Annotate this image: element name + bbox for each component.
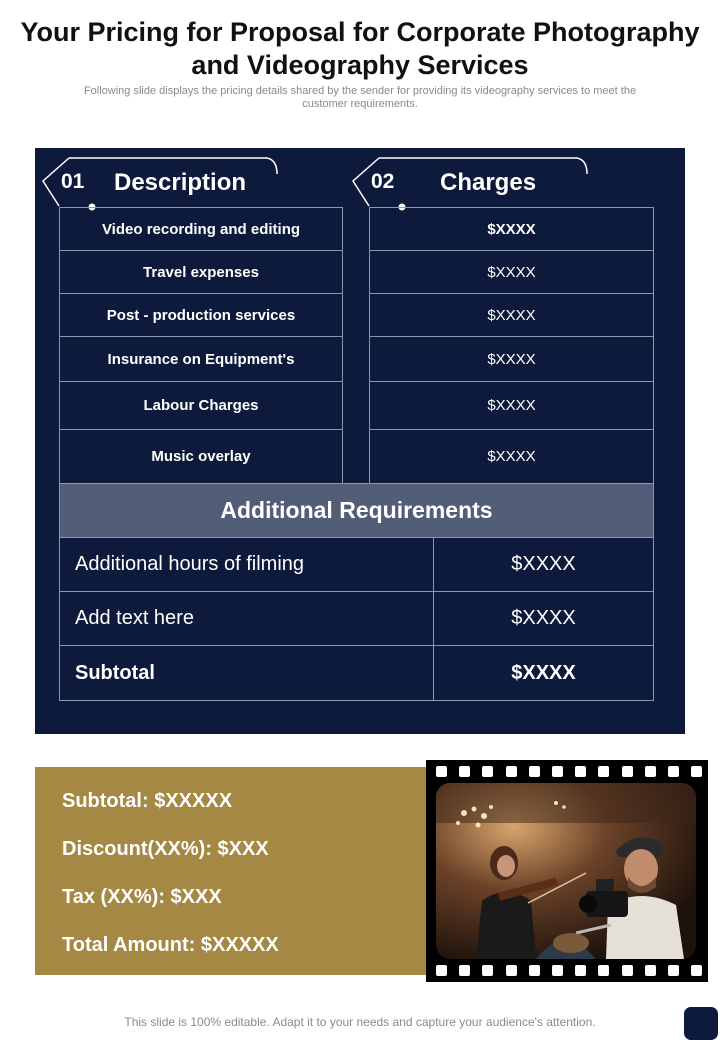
description-cell: Post - production services	[59, 293, 343, 337]
summary-total: Total Amount: $XXXXX	[62, 934, 279, 956]
description-column-number: 01	[61, 170, 85, 193]
additional-label-cell: Add text here	[59, 591, 434, 646]
additional-requirements-heading: Additional Requirements	[59, 483, 654, 538]
film-sprocket-hole	[529, 766, 540, 777]
description-cell: Insurance on Equipment's	[59, 336, 343, 382]
page-title: Your Pricing for Proposal for Corporate Photography and Videography Services	[20, 17, 700, 80]
subtotal-label-cell: Subtotal	[59, 645, 434, 701]
film-sprocket-hole	[668, 766, 679, 777]
film-sprocket-hole	[575, 965, 586, 976]
summary-tax: Tax (XX%): $XXX	[62, 886, 222, 908]
charge-cell: $XXXX	[369, 429, 654, 484]
charge-cell: $XXXX	[369, 381, 654, 430]
film-sprocket-hole	[575, 766, 586, 777]
description-cell: Travel expenses	[59, 250, 343, 294]
summary-subtotal: Subtotal: $XXXXX	[62, 790, 233, 812]
film-sprocket-hole	[482, 766, 493, 777]
pricing-panel	[35, 148, 685, 734]
film-sprocket-hole	[691, 766, 702, 777]
additional-value-cell: $XXXX	[433, 591, 654, 646]
charges-column-number: 02	[371, 170, 395, 193]
description-column-header: Description	[114, 169, 247, 196]
film-sprocket-hole	[598, 965, 609, 976]
charge-cell: $XXXX	[369, 250, 654, 294]
film-sprocket-hole	[645, 965, 656, 976]
summary-box	[35, 767, 435, 975]
corner-square-button[interactable]	[684, 1007, 718, 1040]
film-sprocket-hole	[552, 965, 563, 976]
additional-value-cell: $XXXX	[433, 537, 654, 592]
page-subtitle: Following slide displays the pricing details shared by the sender for providing its videography services to meet the customer requirements.	[83, 85, 637, 110]
film-sprocket-hole	[459, 965, 470, 976]
film-sprocket-hole	[436, 766, 447, 777]
film-sprocket-hole	[482, 965, 493, 976]
additional-label-cell: Additional hours of filming	[59, 537, 434, 592]
film-sprocket-hole	[622, 766, 633, 777]
description-cell: Labour Charges	[59, 381, 343, 430]
description-cell: Music overlay	[59, 429, 343, 484]
videography-photo	[436, 783, 696, 959]
charges-column-header: Charges	[440, 169, 537, 196]
subtotal-value-cell: $XXXX	[433, 645, 654, 701]
film-sprocket-hole	[506, 766, 517, 777]
charge-cell: $XXXX	[369, 293, 654, 337]
charge-cell: $XXXX	[369, 336, 654, 382]
footer-note: This slide is 100% editable. Adapt it to your needs and capture your audience's attention.	[124, 1015, 596, 1029]
charge-cell: $XXXX	[369, 207, 654, 251]
film-sprocket-hole	[622, 965, 633, 976]
film-sprocket-hole	[645, 766, 656, 777]
film-sprocket-hole	[529, 965, 540, 976]
film-sprocket-hole	[598, 766, 609, 777]
film-sprocket-hole	[552, 766, 563, 777]
description-cell: Video recording and editing	[59, 207, 343, 251]
film-sprocket-hole	[436, 965, 447, 976]
film-sprocket-hole	[691, 965, 702, 976]
film-sprocket-hole	[459, 766, 470, 777]
summary-discount: Discount(XX%): $XXX	[62, 838, 269, 860]
film-sprocket-hole	[506, 965, 517, 976]
film-sprocket-hole	[668, 965, 679, 976]
